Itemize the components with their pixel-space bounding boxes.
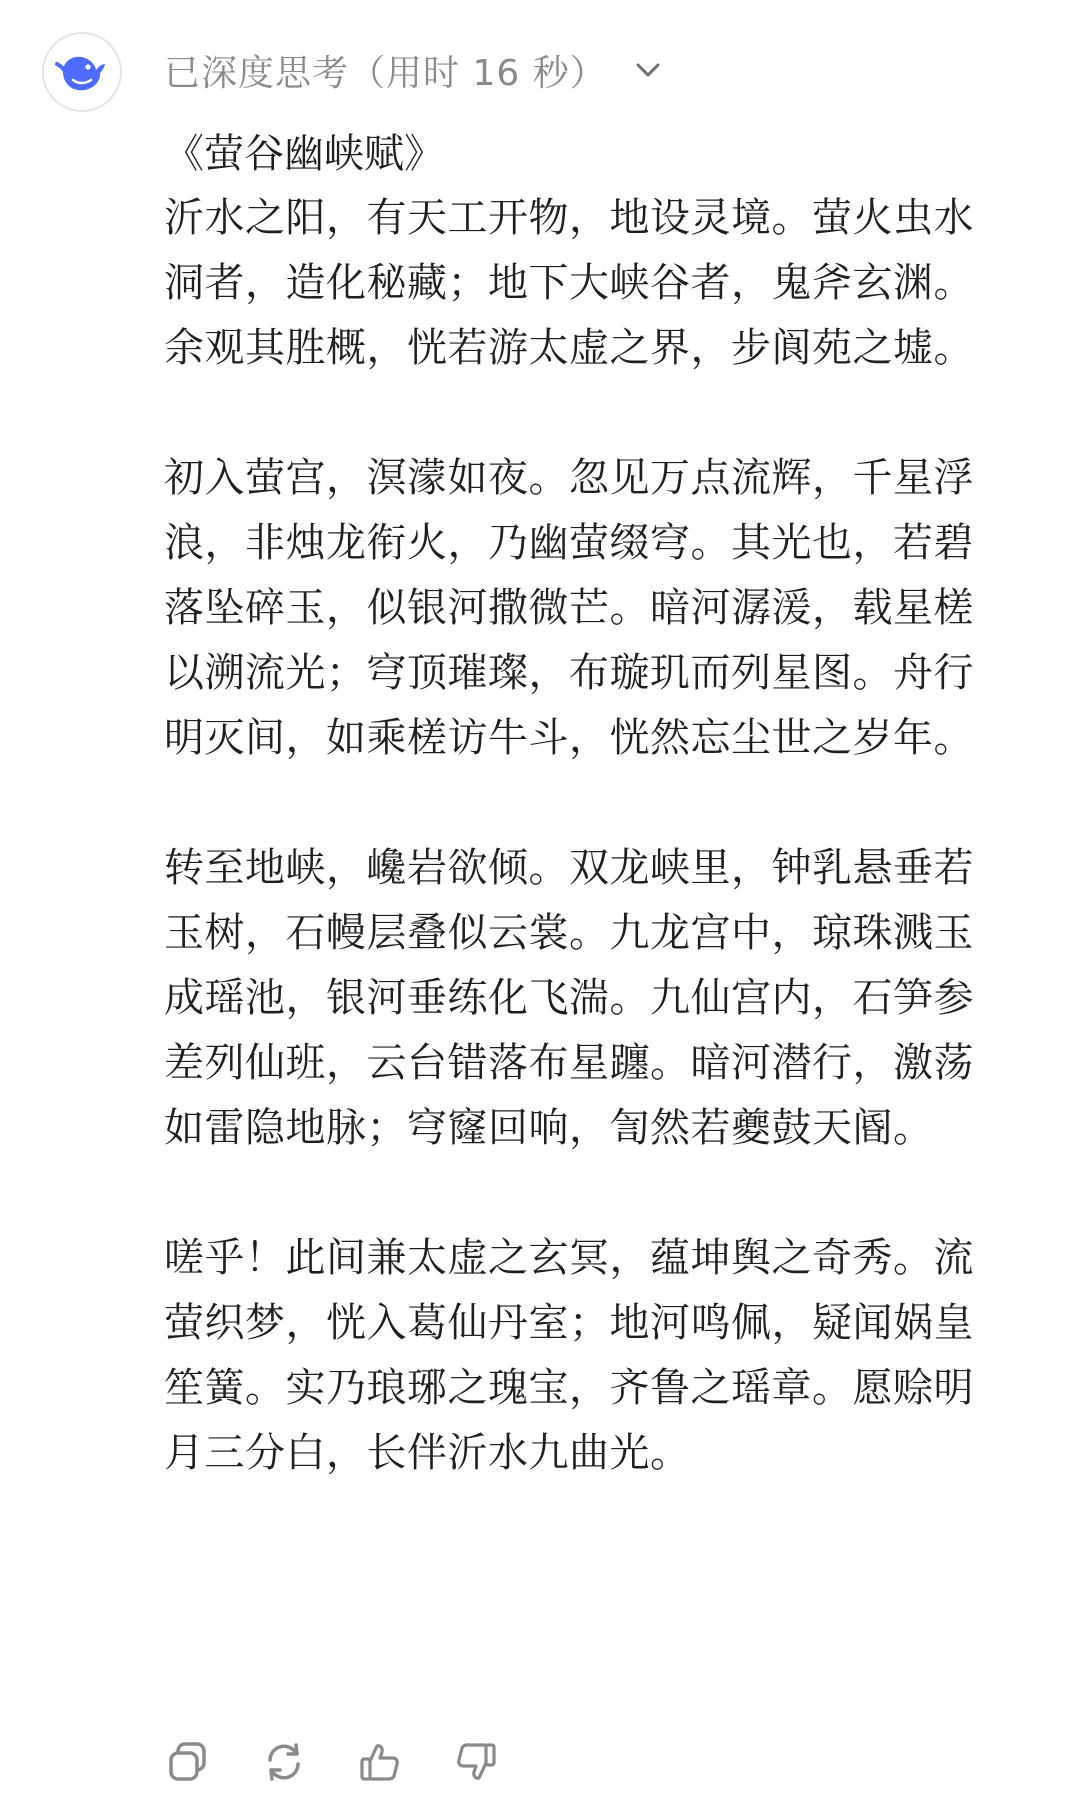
regenerate-icon: [262, 1740, 306, 1784]
message-content: [164, 122, 1004, 1486]
message-actions: [164, 1738, 500, 1786]
copy-button[interactable]: [164, 1738, 212, 1786]
like-button[interactable]: [356, 1738, 404, 1786]
thinking-toggle[interactable]: [164, 42, 663, 98]
regenerate-button[interactable]: [260, 1738, 308, 1786]
avatar: [42, 32, 122, 112]
poem-paragraph-2: 初入萤宫，溟濛如夜。忽见万点流辉，千星浮浪，非烛龙衔火，乃幽萤缀穹。其光也，若碧落坠碎玉，似银河撒微芒。暗河潺湲，载星槎以溯流光；穹顶璀璨，布璇玑而列星图。舟行明灭间，如乘槎访牛斗，恍然忘尘世之岁年。: [164, 455, 974, 761]
chevron-down-icon: [633, 55, 663, 85]
copy-icon: [166, 1740, 210, 1784]
deepseek-whale-icon: [55, 50, 109, 94]
poem-paragraph-4: 嗟乎！此间兼太虚之玄冥，蕴坤舆之奇秀。流萤织梦，恍入葛仙丹室；地河鸣佩，疑闻娲皇笙簧。实乃琅琊之瑰宝，齐鲁之瑶章。愿赊明月三分白，长伴沂水九曲光。: [164, 1235, 974, 1476]
poem-paragraph-1: 沂水之阳，有天工开物，地设灵境。萤火虫水洞者，造化秘藏；地下大峡谷者，鬼斧玄渊。余观其胜概，恍若游太虚之界，步阆苑之墟。: [164, 195, 974, 371]
thumbs-down-icon: [454, 1740, 498, 1784]
poem-paragraph-3: 转至地峡，巉岩欲倾。双龙峡里，钟乳悬垂若玉树，石幔层叠似云裳。九龙宫中，琼珠溅玉成瑶池，银河垂练化飞湍。九仙宫内，石笋参差列仙班，云台错落布星躔。暗河潜行，激荡如雷隐地脉；穹窿回响，訇然若夔鼓天阍。: [164, 845, 974, 1151]
dislike-button[interactable]: [452, 1738, 500, 1786]
poem-title: 《萤谷幽峡赋》: [164, 131, 444, 177]
thinking-label: 已深度思考（用时 16 秒）: [164, 52, 607, 94]
thumbs-up-icon: [358, 1740, 402, 1784]
